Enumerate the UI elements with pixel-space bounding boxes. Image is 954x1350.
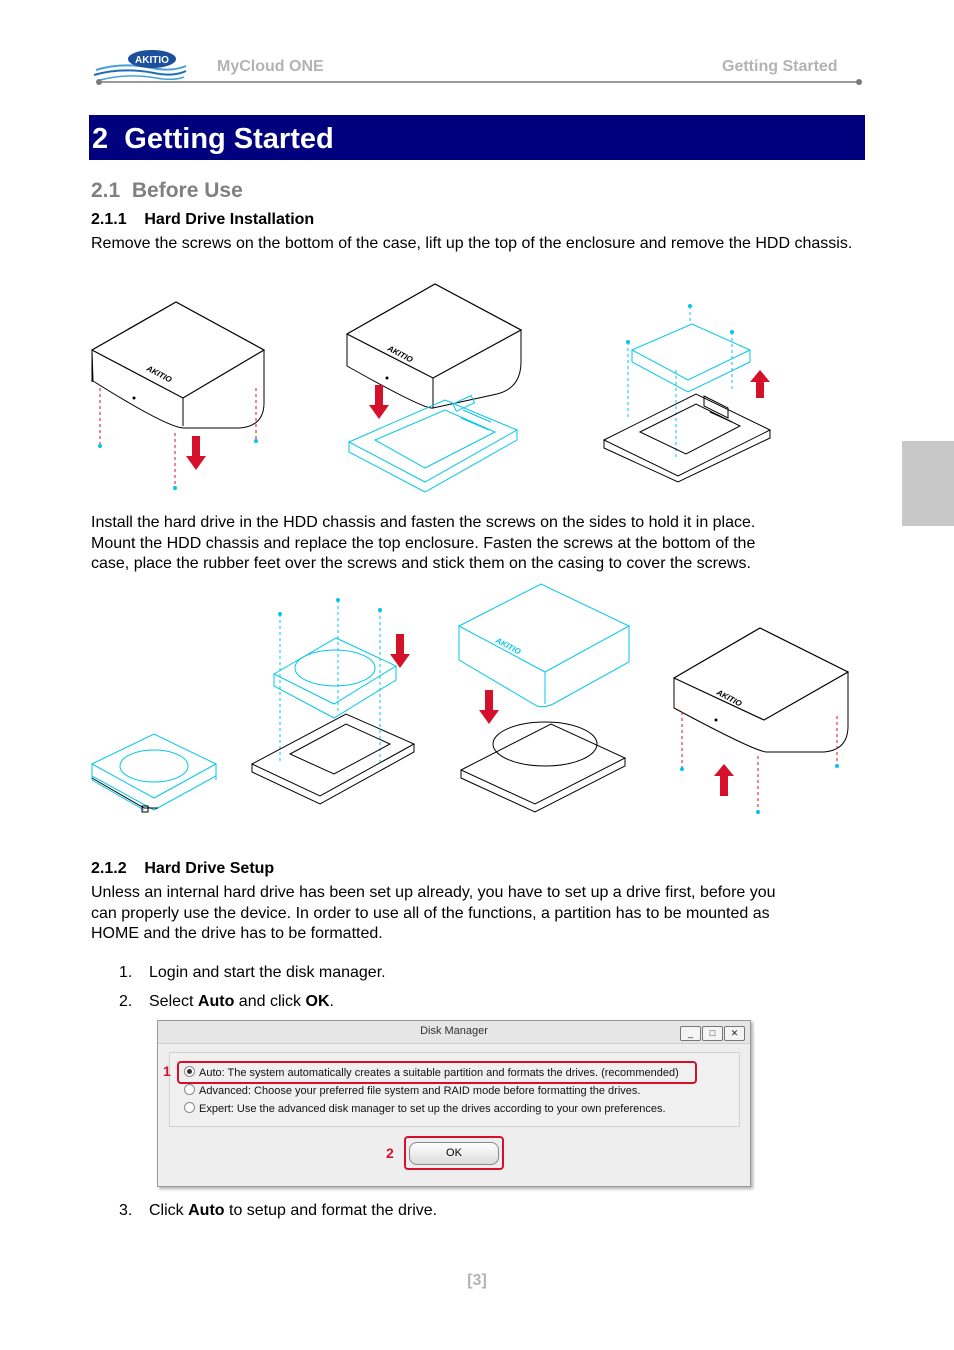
disk-manager-dialog xyxy=(157,1020,751,1187)
close-button[interactable]: ✕ xyxy=(724,1026,745,1041)
radio-icon[interactable] xyxy=(184,1084,195,1095)
radio-icon[interactable] xyxy=(184,1102,195,1113)
dialog-titlebar xyxy=(158,1021,750,1044)
side-tab xyxy=(902,441,954,526)
callout-2: 2 xyxy=(386,1145,394,1161)
ok-button[interactable]: OK xyxy=(409,1142,499,1165)
illustration-mount-hdd xyxy=(250,594,420,814)
highlight-ok xyxy=(404,1136,504,1170)
svg-text:AKITIO: AKITIO xyxy=(386,343,415,365)
option-advanced[interactable]: Advanced: Choose your preferred file system and RAID mode before formatting the drives. xyxy=(184,1084,640,1097)
minimize-button[interactable]: _ xyxy=(680,1026,701,1041)
chapter-heading-bar xyxy=(89,115,865,160)
svg-text:AKITIO: AKITIO xyxy=(145,363,174,385)
header-rule xyxy=(95,78,865,86)
list-item: 3. Click Auto to setup and format the drive. xyxy=(119,1202,438,1219)
option-auto[interactable]: Auto: The system automatically creates a suitable partition and formats the drives. (recommended) xyxy=(184,1066,679,1079)
chapter-heading: 2 Getting Started xyxy=(92,123,334,155)
paragraph-setup: Unless an internal hard drive has been set up already, you have to set up a drive first, before you can properly use the device. In order to use all of the functions, a partition has to be mounted as HOME and the drive has to be formatted. xyxy=(91,884,776,942)
illustration-replace-enclosure xyxy=(455,582,635,814)
illustration-attach-feet xyxy=(672,626,852,821)
maximize-button[interactable]: □ xyxy=(702,1026,723,1041)
highlight-auto xyxy=(177,1061,697,1084)
callout-1: 1 xyxy=(163,1063,171,1079)
list-item: 2. Select Auto and click OK. xyxy=(119,993,334,1010)
paragraph-install: Install the hard drive in the HDD chassis and fasten the screws on the sides to hold it in place. Mount the HDD chassis and replace the top enclosure. Fasten the screws at the bottom of the case, place the rubber feet over the screws and stick them on the casing to cover the screws. xyxy=(91,514,756,572)
subsection-heading-installation: 2.1.1 Hard Drive Installation xyxy=(91,211,315,228)
option-expert[interactable]: Expert: Use the advanced disk manager to set up the drives according to your own preferences. xyxy=(184,1102,666,1115)
paragraph-remove: Remove the screws on the bottom of the case, lift up the top of the enclosure and remove the HDD chassis. xyxy=(91,235,853,252)
logo-text: AKITIO xyxy=(135,55,169,66)
subsection-heading-setup: 2.1.2 Hard Drive Setup xyxy=(91,860,275,877)
header-section: Getting Started xyxy=(722,58,838,75)
svg-text:AKITIO: AKITIO xyxy=(715,687,744,709)
illustration-remove-chassis xyxy=(600,300,775,480)
svg-text:AKITIO: AKITIO xyxy=(494,635,523,657)
dialog-title: Disk Manager xyxy=(420,1025,488,1037)
illustration-remove-screws xyxy=(88,298,268,493)
header-product: MyCloud ONE xyxy=(217,58,324,75)
list-item: 1. Login and start the disk manager. xyxy=(119,964,386,981)
page-number: [3] xyxy=(467,1272,487,1289)
illustration-hdd-in-chassis xyxy=(88,728,223,818)
illustration-lift-enclosure xyxy=(345,282,525,497)
section-heading: 2.1 Before Use xyxy=(91,179,243,202)
